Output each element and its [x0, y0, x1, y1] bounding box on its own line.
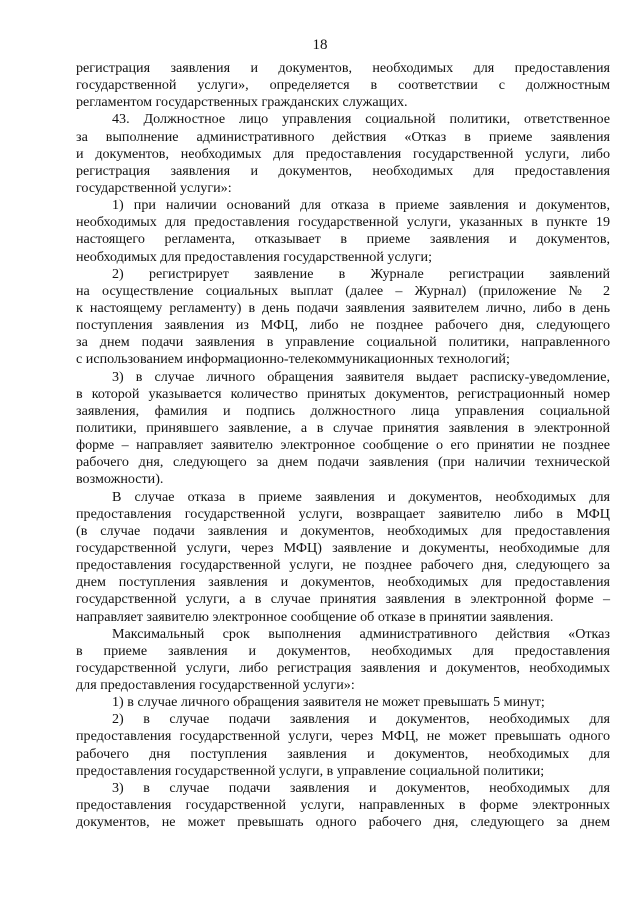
text-line: рабочего дня, следующего за днем подачи заявления (при наличии технической: [76, 454, 610, 471]
page-number: 18: [312, 37, 328, 53]
text-line: направляет заявителю электронное сообщение об отказе в принятии заявления.: [76, 608, 554, 625]
text-line: регламентом государственных гражданских служащих.: [76, 94, 408, 111]
text-line: государственной услуги, через МФЦ) заявление и документы, необходимые для: [76, 539, 610, 556]
text-line: рабочего дня поступления заявления и документов, необходимых для: [76, 745, 610, 762]
text-line: за выполнение административного действия «Отказ в приеме заявления: [76, 128, 610, 145]
text-line: В случае отказа в приеме заявления и документов, необходимых для: [112, 488, 610, 505]
text-line: заявления, фамилия и подпись должностного лица управления социальной: [76, 402, 610, 419]
text-line: в которой указывается количество принятых документов, регистрационный номер: [76, 385, 610, 402]
paragraph: [76, 197, 610, 266]
text-line: 1) в случае личного обращения заявителя не может превышать 5 минут;: [112, 694, 545, 711]
text-line: документов, не может превышать одного рабочего дня, следующего за днем: [76, 814, 610, 831]
text-line: необходимых для предоставления государственной услуги;: [76, 248, 433, 265]
text-line: к настоящему регламенту) в день подачи заявления заявителем лично, либо в день: [76, 299, 610, 316]
paragraph: [76, 626, 610, 695]
text-line: предоставления государственной услуги, через МФЦ, не может превышать одного: [76, 728, 610, 745]
text-line: регистрация заявления и документов, необходимых для предоставления: [76, 60, 610, 76]
text-line: днем поступления заявления и документов, необходимых для предоставления: [76, 574, 610, 591]
text-line: возможности).: [76, 471, 164, 488]
paragraph: [76, 711, 610, 780]
document-body: [76, 60, 610, 831]
text-line: государственной услуги, либо регистрация заявления и документов, необходимых: [76, 659, 610, 676]
text-line: в приеме заявления и документов, необходимых для предоставления: [76, 642, 610, 659]
paragraph: [76, 489, 610, 626]
text-line: государственной услуги», определяется в соответствии с должностным: [76, 77, 610, 94]
text-line: Максимальный срок выполнения административного действия «Отказ: [112, 625, 610, 642]
text-line: государственной услуги»:: [76, 179, 232, 196]
text-line: необходимых для предоставления государственной услуги, указанных в пункте 19: [76, 214, 610, 231]
text-line: 43. Должностное лицо управления социальной политики, ответственное: [112, 111, 610, 128]
text-line: 2) регистрирует заявление в Журнале регистрации заявлений: [112, 265, 610, 282]
paragraph: [76, 60, 610, 111]
paragraph: [76, 266, 610, 369]
text-line: поступления заявления из МФЦ, либо не позднее рабочего дня, следующего: [76, 317, 610, 334]
text-line: 1) при наличии оснований для отказа в приеме заявления и документов,: [112, 197, 610, 214]
text-line: политики, принявшего заявление, а в случае принятия заявления в электронной: [76, 419, 610, 436]
text-line: предоставления государственной услуги, в управление социальной политики;: [76, 762, 545, 779]
text-line: 3) в случае личного обращения заявителя выдает расписку-уведомление,: [112, 368, 610, 385]
text-line: 3) в случае подачи заявления и документов, необходимых для: [112, 779, 610, 796]
paragraph: [76, 780, 610, 831]
text-line: предоставления государственной услуги, возвращает заявителю либо в МФЦ: [76, 505, 610, 522]
text-line: предоставления государственной услуги, направленных в форме электронных: [76, 797, 610, 814]
paragraph: [76, 111, 610, 197]
text-line: (в случае подачи заявления и документов, необходимых для предоставления: [76, 522, 610, 539]
text-line: 2) в случае подачи заявления и документов, необходимых для: [112, 711, 610, 728]
text-line: для предоставления государственной услуги»:: [76, 677, 355, 694]
paragraph: [76, 694, 610, 711]
text-line: государственной услуги, а в случае принятия заявления в электронной форме –: [76, 591, 610, 608]
text-line: и документов, необходимых для предоставления государственной услуги, либо: [76, 145, 610, 162]
text-line: с использованием информационно-телекоммуникационных технологий;: [76, 351, 510, 368]
text-line: регистрация заявления и документов, необходимых для предоставления: [76, 162, 610, 179]
text-line: предоставления государственной услуги, не позднее рабочего дня, следующего за: [76, 557, 610, 574]
text-line: за днем подачи заявления в управление социальной политики, направленного: [76, 334, 610, 351]
text-line: на осуществление социальных выплат (далее – Журнал) (приложение № 2: [76, 282, 610, 299]
text-line: форме – направляет заявителю электронное сообщение о его принятии не позднее: [76, 437, 610, 454]
paragraph: [76, 369, 610, 489]
text-line: настоящего регламента, отказывает в приеме заявления и документов,: [76, 231, 610, 248]
